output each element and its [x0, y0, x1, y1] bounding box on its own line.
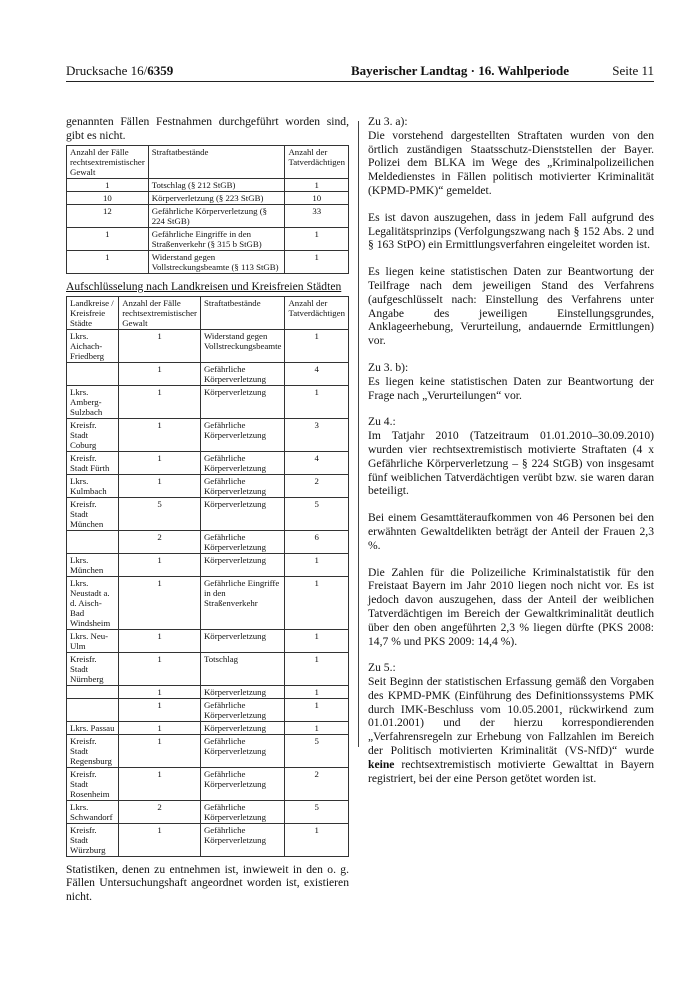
table-cell: Lkrs. München: [67, 553, 119, 576]
table-cell: Totschlag: [200, 652, 285, 685]
table-cell: Kreisfr. Stadt Coburg: [67, 418, 119, 451]
table-cell: 1: [285, 823, 349, 856]
table-row: [67, 629, 349, 652]
table-row: [67, 178, 349, 191]
table-header-row: [67, 296, 349, 329]
table-header-cell: Landkreise / Kreisfreie Städte: [67, 296, 119, 329]
table-cell: 1: [119, 553, 201, 576]
table-cell: 1: [119, 451, 201, 474]
table-cell: Lkrs. Kulmbach: [67, 474, 119, 497]
table-cell: Gefährliche Körperverletzung (§ 224 StGB): [148, 204, 285, 227]
paragraph-3b-1: Es liegen keine statistischen Daten zur Beantwortung der Frage nach „Verurteilungen“ vor.: [368, 374, 654, 402]
table-cell: 2: [285, 767, 349, 800]
table-cell: Lkrs. Passau: [67, 721, 119, 734]
table-cell: 1: [285, 652, 349, 685]
table-cell: Gefährliche Körperverletzung: [200, 451, 285, 474]
table-row: [67, 385, 349, 418]
table-header-cell: Straftatbestände: [148, 145, 285, 178]
doc-prefix: Drucksache 16/: [66, 63, 148, 78]
table-cell: Gefährliche Körperverletzung: [200, 800, 285, 823]
table-cell: 10: [67, 191, 149, 204]
paragraph-4-2: Bei einem Gesamttäteraufkommen von 46 Personen bei den erwähnten Gewaltdelikten beträgt der Anteil der Frauen 2,3 %.: [368, 511, 654, 552]
section-heading-5: Zu 5.:: [368, 661, 396, 675]
table-cell: 1: [119, 721, 201, 734]
table-cell: 5: [285, 497, 349, 530]
table-cell: [67, 362, 119, 385]
table-cell: 1: [119, 698, 201, 721]
table-row: [67, 497, 349, 530]
table-header-cell: Anzahl der Fälle rechtsextremistischer Gewalt: [67, 145, 149, 178]
left-column: [66, 115, 349, 904]
table-cell: 1: [285, 178, 349, 191]
table-row: [67, 721, 349, 734]
table-cell: 1: [119, 767, 201, 800]
table-cell: 1: [285, 685, 349, 698]
table-row: [67, 250, 349, 273]
table-cell: Gefährliche Körperverletzung: [200, 362, 285, 385]
document-number: [66, 63, 173, 79]
table-cell: 1: [285, 385, 349, 418]
table-cell: 1: [285, 629, 349, 652]
table-cell: Totschlag (§ 212 StGB): [148, 178, 285, 191]
table-cell: 5: [119, 497, 201, 530]
table-header-cell: Straftatbestände: [200, 296, 285, 329]
table-cell: 1: [285, 698, 349, 721]
table-cell: 1: [119, 576, 201, 629]
table-cell: 5: [285, 800, 349, 823]
table-cell: 1: [67, 250, 149, 273]
table-row: [67, 767, 349, 800]
section-heading-4: Zu 4.:: [368, 415, 396, 429]
emphasis-keine: keine: [368, 757, 395, 771]
paragraph-3a-2: Es ist davon auszugehen, dass in jedem Fall aufgrund des Legalitätsprinzips (Verfolgungszwang nach § 152 Abs. 2 und § 163 StPO) ein Ermittlungsverfahren eingeleitet worden ist.: [368, 210, 654, 252]
table-cell: 2: [119, 530, 201, 553]
table-cell: 1: [285, 721, 349, 734]
table-cell: 1: [119, 385, 201, 418]
table-cell: 3: [285, 418, 349, 451]
column-divider: [358, 121, 359, 747]
table-header-cell: Anzahl der Fälle rechtsextremistischer Gewalt: [119, 296, 201, 329]
table-cell: 1: [285, 250, 349, 273]
district-breakdown-table: [66, 296, 349, 857]
table-cell: Kreisfr. Stadt Regensburg: [67, 734, 119, 767]
table-cell: Gefährliche Eingriffe in den Straßenverkehr (§ 315 b StGB): [148, 227, 285, 250]
paragraph-4-3: Die Zahlen für die Polizeiliche Kriminalstatistik für den Freistaat Bayern im Jahr 2010 liegen noch nicht vor. Es ist jedoch davon auszugehen, dass der Anteil der weiblichen Tatverdächtigen im Bereich der Gewaltkriminalität deutlich über den oben angeführten 2,3 % liegen dürfte (PKS 2008: 14,7 % und PKS 2009: 14,4 %).: [368, 565, 654, 648]
paragraph-3a-3: Es liegen keine statistischen Daten zur Beantwortung der Teilfrage nach dem jeweiligen Stand des Verfahrens (aufgeschlüsselt nach: Einstellung des Verfahrens unter Angabe des jeweiligen Einstellungsgrundes, Anklageerhebung, Verurteilung, andauernde Ermittlungen) vor.: [368, 265, 654, 348]
table-cell: Gefährliche Körperverletzung: [200, 734, 285, 767]
table-cell: Kreisfr. Stadt Rosenheim: [67, 767, 119, 800]
table-cell: 1: [119, 734, 201, 767]
table-cell: Widerstand gegen Vollstreckungsbeamte (§ 113 StGB): [148, 250, 285, 273]
table-row: [67, 329, 349, 362]
doc-number-bold: 6359: [147, 63, 174, 78]
violence-summary-table: [66, 145, 349, 274]
table-row: [67, 576, 349, 629]
table-cell: 1: [119, 474, 201, 497]
table-cell: [67, 530, 119, 553]
table-row: [67, 474, 349, 497]
intro-paragraph: genannten Fällen Festnahmen durchgeführt worden sind, gibt es nicht.: [66, 115, 349, 142]
table-cell: 6: [285, 530, 349, 553]
table-cell: Körperverletzung: [200, 721, 285, 734]
table-cell: [67, 685, 119, 698]
table-row: [67, 191, 349, 204]
header-center: Bayerischer Landtag · 16. Wahlperiode: [351, 63, 570, 78]
table-cell: 1: [119, 629, 201, 652]
table-cell: Körperverletzung: [200, 629, 285, 652]
table-cell: Lkrs. Aichach-Friedberg: [67, 329, 119, 362]
table-header-cell: Anzahl der Tatverdächtigen: [285, 296, 349, 329]
table-cell: Kreisfr. Stadt München: [67, 497, 119, 530]
paragraph-4-1: Im Tatjahr 2010 (Tatzeitraum 01.01.2010–30.09.2010) wurden vier rechtsextremistisch motivierte Straftaten (4 x Gefährliche Körperverletzung – § 224 StGB) von insgesamt fünf weiblichen Tatverdächtigen verübt bzw. sie waren daran beteiligt.: [368, 429, 654, 498]
table-cell: Lkrs. Amberg-Sulzbach: [67, 385, 119, 418]
table-cell: Lkrs. Neu-Ulm: [67, 629, 119, 652]
table-cell: 1: [285, 553, 349, 576]
table-cell: 5: [285, 734, 349, 767]
table-cell: Kreisfr. Stadt Fürth: [67, 451, 119, 474]
table-row: [67, 800, 349, 823]
table-row: [67, 227, 349, 250]
table-cell: 1: [285, 576, 349, 629]
table-row: [67, 823, 349, 856]
table-row: [67, 530, 349, 553]
paragraph-5-1: [368, 675, 654, 785]
table-cell: 4: [285, 451, 349, 474]
table-cell: Gefährliche Körperverletzung: [200, 698, 285, 721]
table-cell: 1: [119, 418, 201, 451]
right-column: [368, 115, 654, 798]
table-cell: Körperverletzung (§ 223 StGB): [148, 191, 285, 204]
table-cell: Gefährliche Körperverletzung: [200, 474, 285, 497]
table-cell: 1: [67, 178, 149, 191]
table-row: [67, 652, 349, 685]
table-cell: 33: [285, 204, 349, 227]
table-cell: [67, 698, 119, 721]
page-number: Seite 11: [612, 63, 654, 78]
table-cell: Gefährliche Körperverletzung: [200, 530, 285, 553]
table-cell: Gefährliche Körperverletzung: [200, 823, 285, 856]
table-cell: 1: [119, 362, 201, 385]
table-row: [67, 685, 349, 698]
table-cell: 1: [285, 329, 349, 362]
table-cell: Lkrs. Neustadt a. d. Aisch-Bad Windsheim: [67, 576, 119, 629]
paragraph-3a-1: Die vorstehend dargestellten Straftaten wurden von den örtlich zuständigen Staatsschutz-Dienststellen der Bayer. Polizei dem BLKA im Wege des „Kriminalpolizeilichen Meldedienstes in Fällen politisch motivierter Kriminalität (KPMD-PMK)“ gemeldet.: [368, 128, 654, 197]
table-cell: Kreisfr. Stadt Nürnberg: [67, 652, 119, 685]
table-cell: 1: [119, 823, 201, 856]
table-cell: 10: [285, 191, 349, 204]
parliament-title: [351, 63, 569, 79]
table-cell: 2: [119, 800, 201, 823]
table-cell: 1: [285, 227, 349, 250]
table-cell: Lkrs. Schwandorf: [67, 800, 119, 823]
table-row: [67, 734, 349, 767]
table-row: [67, 362, 349, 385]
section-heading-3a: Zu 3. a):: [368, 115, 408, 128]
paragraph-5-text-end: rechtsextremistisch motivierte Gewalttat in Bayern registriert, bei der eine Person getötet worden ist.: [368, 757, 654, 785]
table-row: [67, 698, 349, 721]
table-header-row: [67, 145, 349, 178]
table-cell: 12: [67, 204, 149, 227]
table-row: [67, 204, 349, 227]
table-cell: Körperverletzung: [200, 497, 285, 530]
table-row: [67, 418, 349, 451]
table-cell: Gefährliche Eingriffe in den Straßenverkehr: [200, 576, 285, 629]
table-cell: 4: [285, 362, 349, 385]
table-cell: Körperverletzung: [200, 385, 285, 418]
section-heading-3b: Zu 3. b):: [368, 360, 409, 374]
table-cell: 1: [119, 329, 201, 362]
table-cell: Kreisfr. Stadt Würzburg: [67, 823, 119, 856]
table-cell: Gefährliche Körperverletzung: [200, 767, 285, 800]
table-cell: Widerstand gegen Vollstreckungsbeamte: [200, 329, 285, 362]
closing-paragraph: Statistiken, denen zu entnehmen ist, inwieweit in den o. g. Fällen Untersuchungshaft angeordnet worden ist, existieren nicht.: [66, 862, 349, 904]
table-row: [67, 451, 349, 474]
table-cell: Körperverletzung: [200, 685, 285, 698]
section-subheading: Aufschlüsselung nach Landkreisen und Kreisfreien Städten: [66, 279, 342, 293]
table-cell: 2: [285, 474, 349, 497]
paragraph-5-text: Seit Beginn der statistischen Erfassung gemäß den Vorgaben des KPMD-PMK (Einführung des Definitionssystems PMK durch IMK-Beschluss vom 10.05.2001, rückwirkend zum 01.01.2001) und der hierzu korrespondierenden „Verfahrensregeln zur Erhebung von Fallzahlen im Bereich der Politisch motivierten Kriminalität (VS-NfD)“ wurde: [368, 675, 654, 758]
table-cell: 1: [119, 685, 201, 698]
table-cell: Körperverletzung: [200, 553, 285, 576]
page-header: [66, 63, 654, 82]
table-row: [67, 553, 349, 576]
table-cell: 1: [67, 227, 149, 250]
table-cell: 1: [119, 652, 201, 685]
table-cell: Gefährliche Körperverletzung: [200, 418, 285, 451]
table-header-cell: Anzahl der Tatverdächtigen: [285, 145, 349, 178]
